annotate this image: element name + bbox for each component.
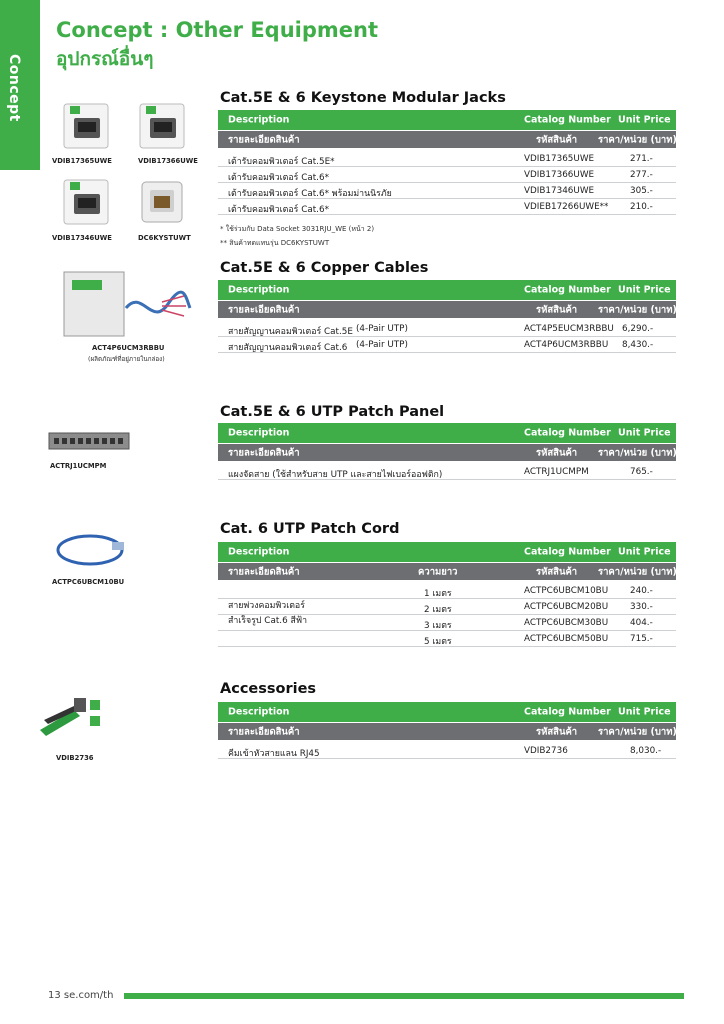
header-description: Description [228,114,290,126]
product-label: VDIB17365UWE [52,157,112,165]
table-subheader: รายละเอียดสินค้า รหัสสินค้า ราคา/หน่วย (บาท) [218,722,676,740]
header-price: Unit Price [618,114,671,126]
table-header: Description Catalog Number Unit Price [218,702,676,722]
side-tab [0,0,40,170]
table-subheader: รายละเอียดสินค้า ความยาว รหัสสินค้า ราคา/หน่วย (บาท) [218,562,676,580]
table-subheader: รายละเอียดสินค้า รหัสสินค้า ราคา/หน่วย (บาท) [218,443,676,461]
jacks-table [218,110,676,215]
cord-table [218,542,676,647]
table-header [218,110,676,130]
crimp-tool-image [34,690,106,742]
product-label: DC6KYSTUWT [138,234,191,242]
keystone-jack-image [60,176,112,228]
cord-description: สายพ่วงคอมพิวเตอร์ สำเร็จรูป Cat.6 สีฟ้า [228,601,308,626]
table-header: Description Catalog Number Unit Price [218,423,676,443]
keystone-jack-image [136,176,188,228]
section-title-cables: Cat.5E & 6 Copper Cables [220,260,429,276]
footer-page-number: 13 se.com/th [48,990,114,1001]
keystone-jack-image [136,100,188,152]
table-subheader [218,130,676,148]
table-row: เต้ารับคอมพิวเตอร์ Cat.6* VDIB17366UWE 277.- [218,167,676,183]
page-subtitle: อุปกรณ์อื่นๆ [56,48,154,70]
section-title-panel: Cat.5E & 6 UTP Patch Panel [220,404,445,420]
table-row: 2 เมตร ACTPC6UBCM20BU 330.- [218,599,676,615]
page-title: Concept : Other Equipment [56,18,378,42]
product-label: ACTRJ1UCMPM [50,462,107,470]
footer-bar [124,993,684,999]
section-title-cord: Cat. 6 UTP Patch Cord [220,521,400,537]
product-label: ACT4P6UCM3RBBU [92,344,165,352]
cables-table [218,280,676,353]
table-row: แผงจัดสาย (ใช้สำหรับสาย UTP และสายไฟเบอร์ออฟติก) ACTRJ1UCMPM 765.- [218,464,676,480]
panel-table [218,423,676,480]
table-header: Description Catalog Number Unit Price [218,542,676,562]
table-row: สายสัญญานคอมพิวเตอร์ Cat.5E (4-Pair UTP) ACT4P5EUCM3RBBU 6,290.- [218,321,676,337]
product-sublabel: (ผลิตภัณฑ์ที่อยู่ภายในกล่อง) [88,356,165,363]
keystone-jack-image [60,100,112,152]
footnotes [220,222,374,250]
table-row: สายสัญญานคอมพิวเตอร์ Cat.6 (4-Pair UTP) ACT4P6UCM3RBBU 8,430.- [218,337,676,353]
footnote: ** สินค้าทดแทนรุ่น DC6KYSTUWT [220,239,330,247]
product-label: VDIB17346UWE [52,234,112,242]
table-row: 5 เมตร ACTPC6UBCM50BU 715.- [218,631,676,647]
accessories-table [218,702,676,759]
footnote: * ใช้ร่วมกับ Data Socket 3031RJU_WE (หน้า 2) [220,225,375,233]
product-label: ACTPC6UBCM10BU [52,578,125,586]
table-row: เต้ารับคอมพิวเตอร์ Cat.6* VDIEB17266UWE** 210.- [218,199,676,215]
product-label: VDIB17366UWE [138,157,198,165]
header-length-th: ความยาว [418,566,458,577]
header-catalog: Catalog Number [524,114,611,126]
product-label: VDIB2736 [56,754,94,762]
side-tab-label: Concept [6,54,22,122]
patch-panel-image [48,430,130,452]
cable-box-image [62,268,192,340]
header-description-th: รายละเอียดสินค้า [228,134,300,145]
section-title-jacks: Cat.5E & 6 Keystone Modular Jacks [220,90,506,106]
table-row: 3 เมตร ACTPC6UBCM30BU 404.- [218,615,676,631]
table-row: เต้ารับคอมพิวเตอร์ Cat.6* พร้อมม่านนิรภัย VDIB17346UWE 305.- [218,183,676,199]
table-row: คีมเข้าหัวสายแลน RJ45 VDIB2736 8,030.- [218,743,676,759]
table-row: เต้ารับคอมพิวเตอร์ Cat.5E* VDIB17365UWE 271.- [218,151,676,167]
table-row: 1 เมตร ACTPC6UBCM10BU 240.- [218,583,676,599]
section-title-accessories: Accessories [220,681,317,697]
cord-rows [218,583,676,647]
table-subheader: รายละเอียดสินค้า รหัสสินค้า ราคา/หน่วย (บาท) [218,300,676,318]
patch-cord-image [50,528,130,570]
header-catalog-th: รหัสสินค้า [536,134,578,145]
table-header: Description Catalog Number Unit Price [218,280,676,300]
header-price-th: ราคา/หน่วย (บาท) [598,134,677,145]
